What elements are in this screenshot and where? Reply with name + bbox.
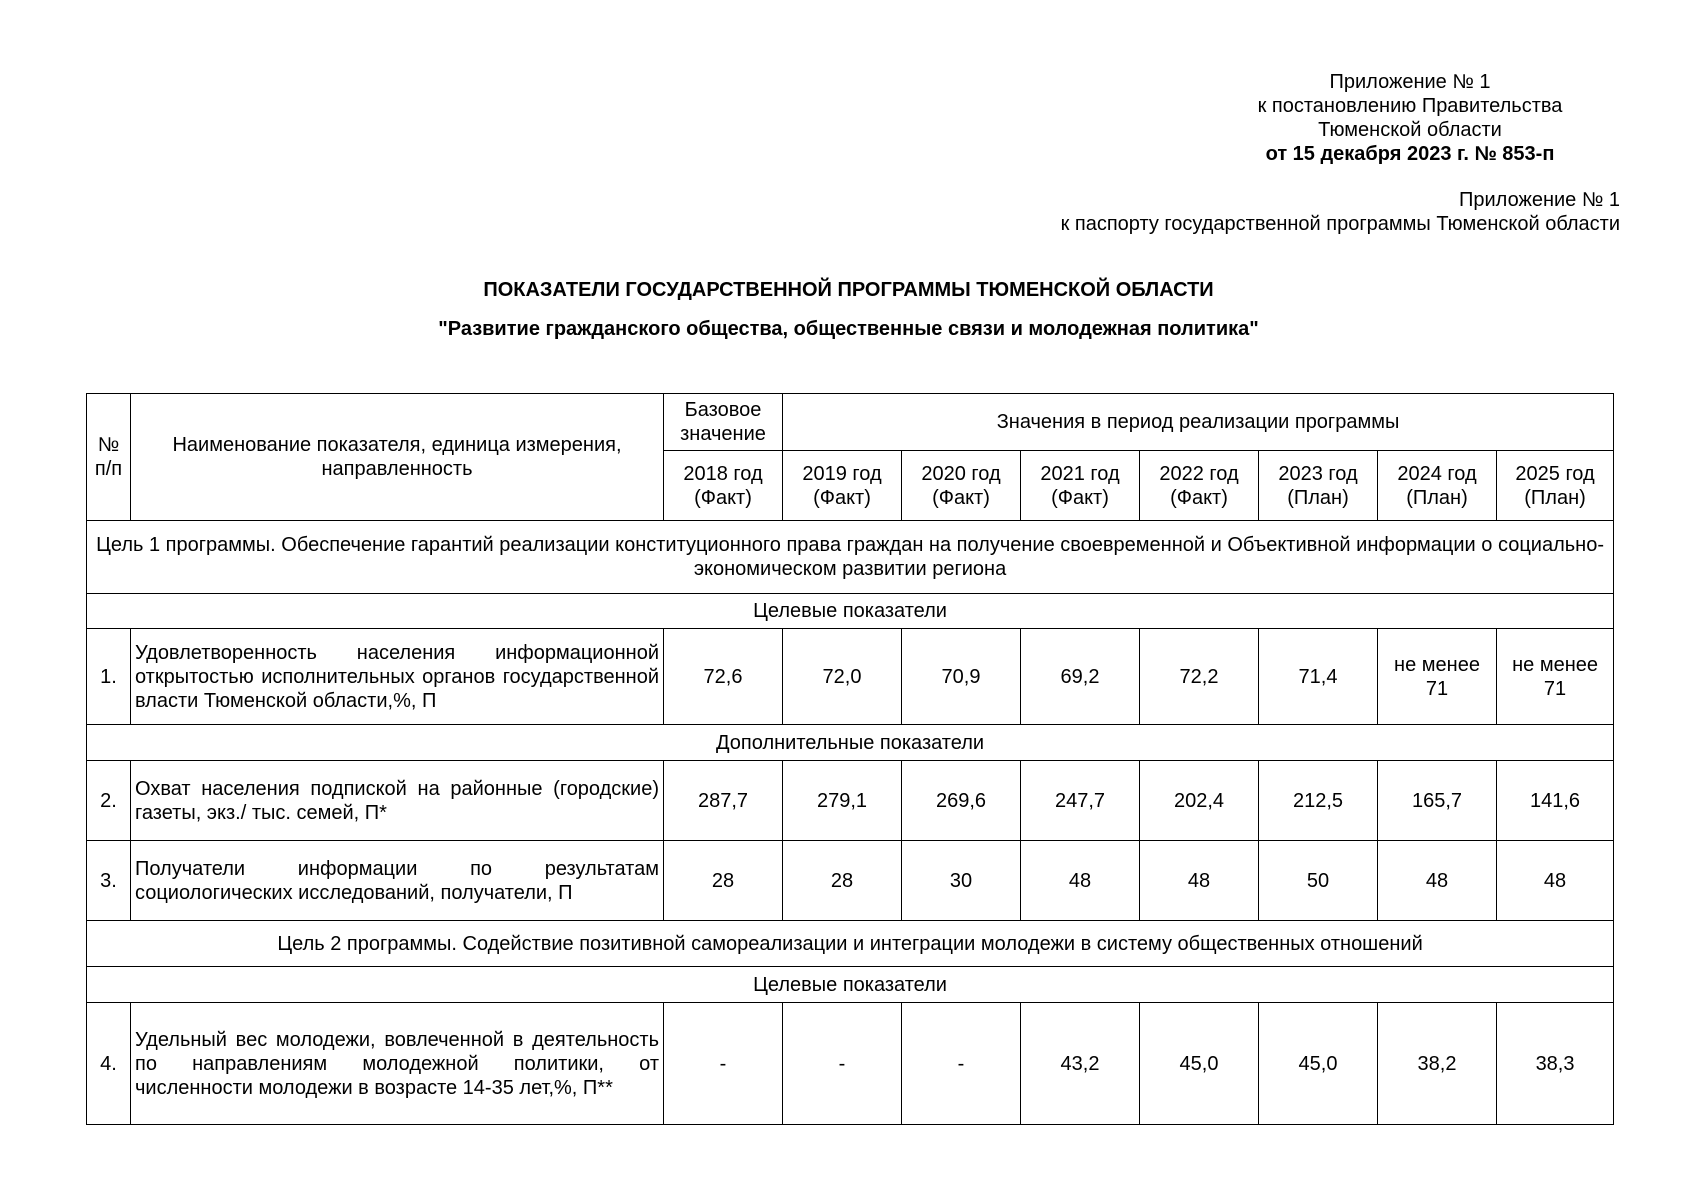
value-cell: - — [902, 1003, 1021, 1125]
value-cell: 48 — [1140, 841, 1259, 921]
row-number: 1. — [87, 629, 131, 725]
value-cell: 38,2 — [1378, 1003, 1497, 1125]
header-year: 2020 год (Факт) — [902, 451, 1021, 521]
indicator-name: Охват населения подпиской на районные (городские) газеты, экз./ тыс. семей, П* — [131, 761, 664, 841]
value-cell: 48 — [1497, 841, 1614, 921]
appendix-region: Тюменской области — [1318, 119, 1502, 141]
appendix-program-passport — [980, 188, 1620, 236]
value-cell: 269,6 — [902, 761, 1021, 841]
value-cell: 279,1 — [783, 761, 902, 841]
table-header-row — [87, 394, 1614, 451]
indicator-name: Удовлетворенность населения информационной открытостью исполнительных органов государственной власти Тюменской области,%, П — [131, 629, 664, 725]
header-indicator-name: Наименование показателя, единица измерения, направленность — [131, 394, 664, 521]
header-base-value: Базовое значение — [664, 394, 783, 451]
value-cell: 287,7 — [664, 761, 783, 841]
table-row — [87, 761, 1614, 841]
value-cell: 69,2 — [1021, 629, 1140, 725]
goal-row — [87, 921, 1614, 967]
value-cell: 70,9 — [902, 629, 1021, 725]
section-target-indicators: Целевые показатели — [87, 594, 1614, 629]
indicators-table — [86, 393, 1614, 1125]
header-period-values: Значения в период реализации программы — [783, 394, 1614, 451]
section-additional-indicators: Дополнительные показатели — [87, 725, 1614, 761]
indicator-name: Получатели информации по результатам социологических исследований, получатели, П — [131, 841, 664, 921]
section-row — [87, 725, 1614, 761]
appendix-reference: к постановлению Правительства — [1257, 95, 1563, 117]
value-cell: - — [783, 1003, 902, 1125]
value-cell: 30 — [902, 841, 1021, 921]
section-row — [87, 594, 1614, 629]
value-cell: 72,6 — [664, 629, 783, 725]
value-cell: 202,4 — [1140, 761, 1259, 841]
value-cell: 28 — [664, 841, 783, 921]
goal-2: Цель 2 программы. Содействие позитивной самореализации и интеграции молодежи в систему общественных отношений — [87, 921, 1614, 967]
value-cell: не менее 71 — [1497, 629, 1614, 725]
header-year: 2024 год (План) — [1378, 451, 1497, 521]
appendix-label: Приложение № 1 — [1459, 189, 1620, 211]
value-cell: 247,7 — [1021, 761, 1140, 841]
goal-1: Цель 1 программы. Обеспечение гарантий реализации конституционного права граждан на получение своевременной и Объективной информации о социально-экономическом развитии региона — [87, 521, 1614, 594]
value-cell: 48 — [1021, 841, 1140, 921]
goal-row — [87, 521, 1614, 594]
section-row — [87, 967, 1614, 1003]
row-number: 3. — [87, 841, 131, 921]
appendix-government-resolution — [1250, 70, 1570, 166]
table-row — [87, 629, 1614, 725]
header-number: № п/п — [87, 394, 131, 521]
value-cell: 38,3 — [1497, 1003, 1614, 1125]
value-cell: 48 — [1378, 841, 1497, 921]
program-name: "Развитие гражданского общества, общественные связи и молодежная политика" — [438, 318, 1259, 340]
value-cell: - — [664, 1003, 783, 1125]
value-cell: не менее 71 — [1378, 629, 1497, 725]
value-cell: 72,2 — [1140, 629, 1259, 725]
appendix-label: Приложение № 1 — [1329, 71, 1491, 93]
value-cell: 71,4 — [1259, 629, 1378, 725]
value-cell: 50 — [1259, 841, 1378, 921]
row-number: 2. — [87, 761, 131, 841]
value-cell: 45,0 — [1259, 1003, 1378, 1125]
value-cell: 72,0 — [783, 629, 902, 725]
appendix-date-number: от 15 декабря 2023 г. № 853-п — [1265, 143, 1555, 165]
value-cell: 141,6 — [1497, 761, 1614, 841]
header-year: 2021 год (Факт) — [1021, 451, 1140, 521]
value-cell: 165,7 — [1378, 761, 1497, 841]
appendix-reference: к паспорту государственной программы Тюменской области — [1060, 213, 1620, 235]
document-titles — [86, 278, 1611, 341]
table-row — [87, 1003, 1614, 1125]
value-cell: 28 — [783, 841, 902, 921]
value-cell: 43,2 — [1021, 1003, 1140, 1125]
indicator-name: Удельный вес молодежи, вовлеченной в деятельность по направлениям молодежной политики, от численности молодежи в возрасте 14-35 лет,%, П** — [131, 1003, 664, 1125]
header-year: 2025 год (План) — [1497, 451, 1614, 521]
value-cell: 45,0 — [1140, 1003, 1259, 1125]
value-cell: 212,5 — [1259, 761, 1378, 841]
header-year: 2022 год (Факт) — [1140, 451, 1259, 521]
section-target-indicators: Целевые показатели — [87, 967, 1614, 1003]
header-year: 2018 год (Факт) — [664, 451, 783, 521]
page-title: ПОКАЗАТЕЛИ ГОСУДАРСТВЕННОЙ ПРОГРАММЫ ТЮМЕНСКОЙ ОБЛАСТИ — [483, 279, 1214, 301]
table-row — [87, 841, 1614, 921]
header-year: 2023 год (План) — [1259, 451, 1378, 521]
header-year: 2019 год (Факт) — [783, 451, 902, 521]
row-number: 4. — [87, 1003, 131, 1125]
